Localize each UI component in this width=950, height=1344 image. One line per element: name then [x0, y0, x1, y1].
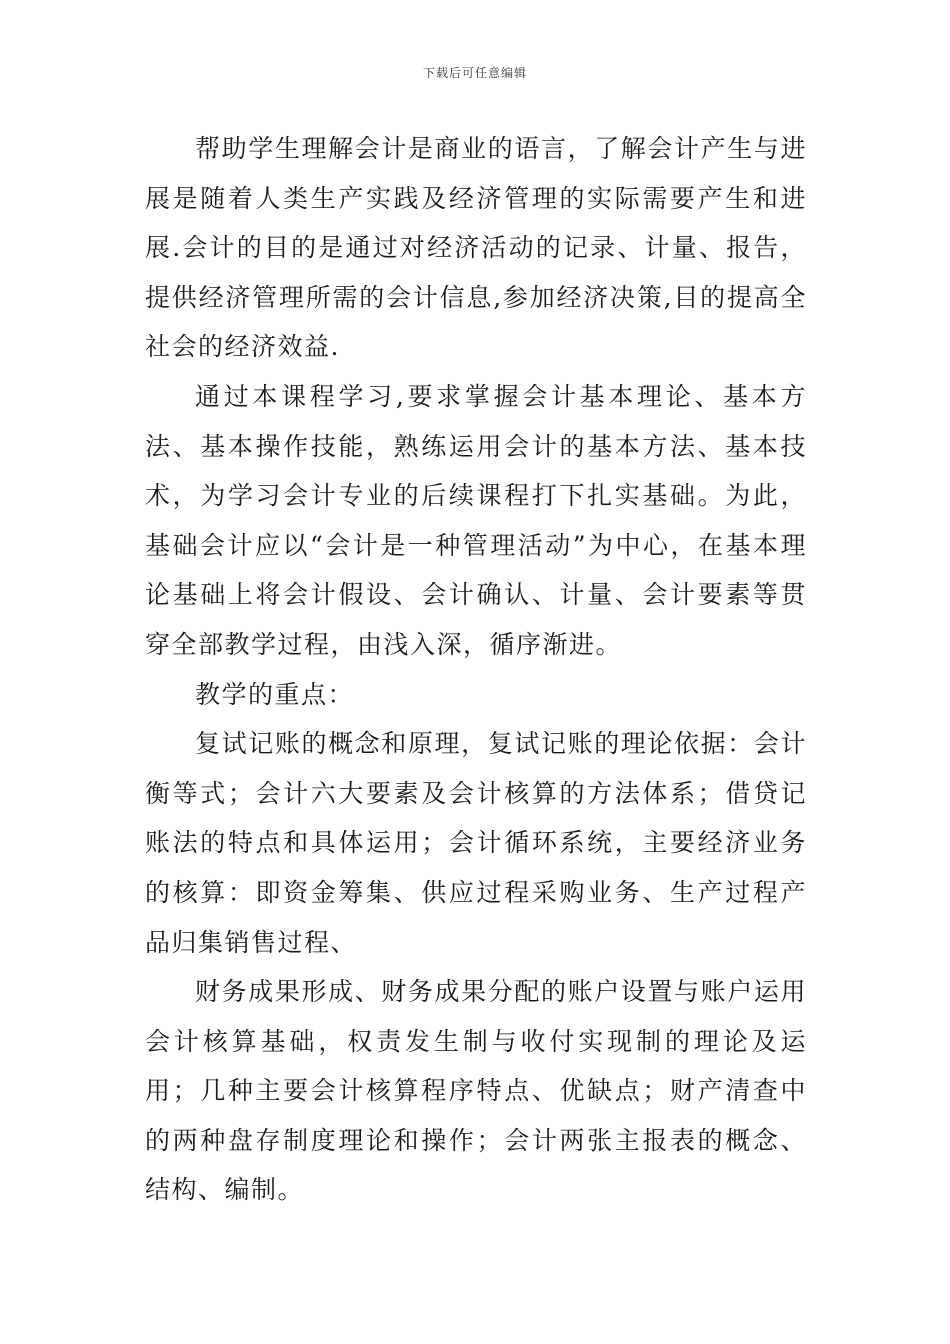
page-header: 下载后可任意编辑	[422, 66, 527, 80]
paragraph-intro: 帮助学生理解会计是商业的语言，了解会计产生与进展是随着人类生产实践及经济管理的实际需要产生和进展.会计的目的是通过对经济活动的记录、计量、报告，提供经济管理所需的会计信息,参加经济决策,目的提高全社会的经济效益.	[145, 134, 807, 362]
paragraph-course-goals: 通过本课程学习,要求掌握会计基本理论、基本方法、基本操作技能，熟练运用会计的基本方法、基本技术，为学习会计专业的后续课程打下扎实基础。为此，基础会计应以“会计是一种管理活动”为中心，在基本理论基础上将会计假设、会计确认、计量、会计要素等贯穿全部教学过程，由浅入深，循序渐进。	[145, 381, 807, 659]
paragraph-key-points-2: 财务成果形成、财务成果分配的账户设置与账户运用会计核算基础，权责发生制与收付实现制的理论及运用；几种主要会计核算程序特点、优缺点；财产清查中的两种盘存制度理论和操作；会计两张主报表的概念、结构、编制。	[145, 977, 807, 1205]
document-body	[145, 124, 807, 1215]
paragraph-key-points-heading: 教学的重点：	[195, 679, 355, 709]
paragraph-key-points-1: 复试记账的概念和原理，复试记账的理论依据：会计衡等式；会计六大要素及会计核算的方法体系；借贷记账法的特点和具体运用；会计循环系统，主要经济业务的核算：即资金筹集、供应过程采购业务、生产过程产品归集销售过程、	[145, 729, 807, 957]
